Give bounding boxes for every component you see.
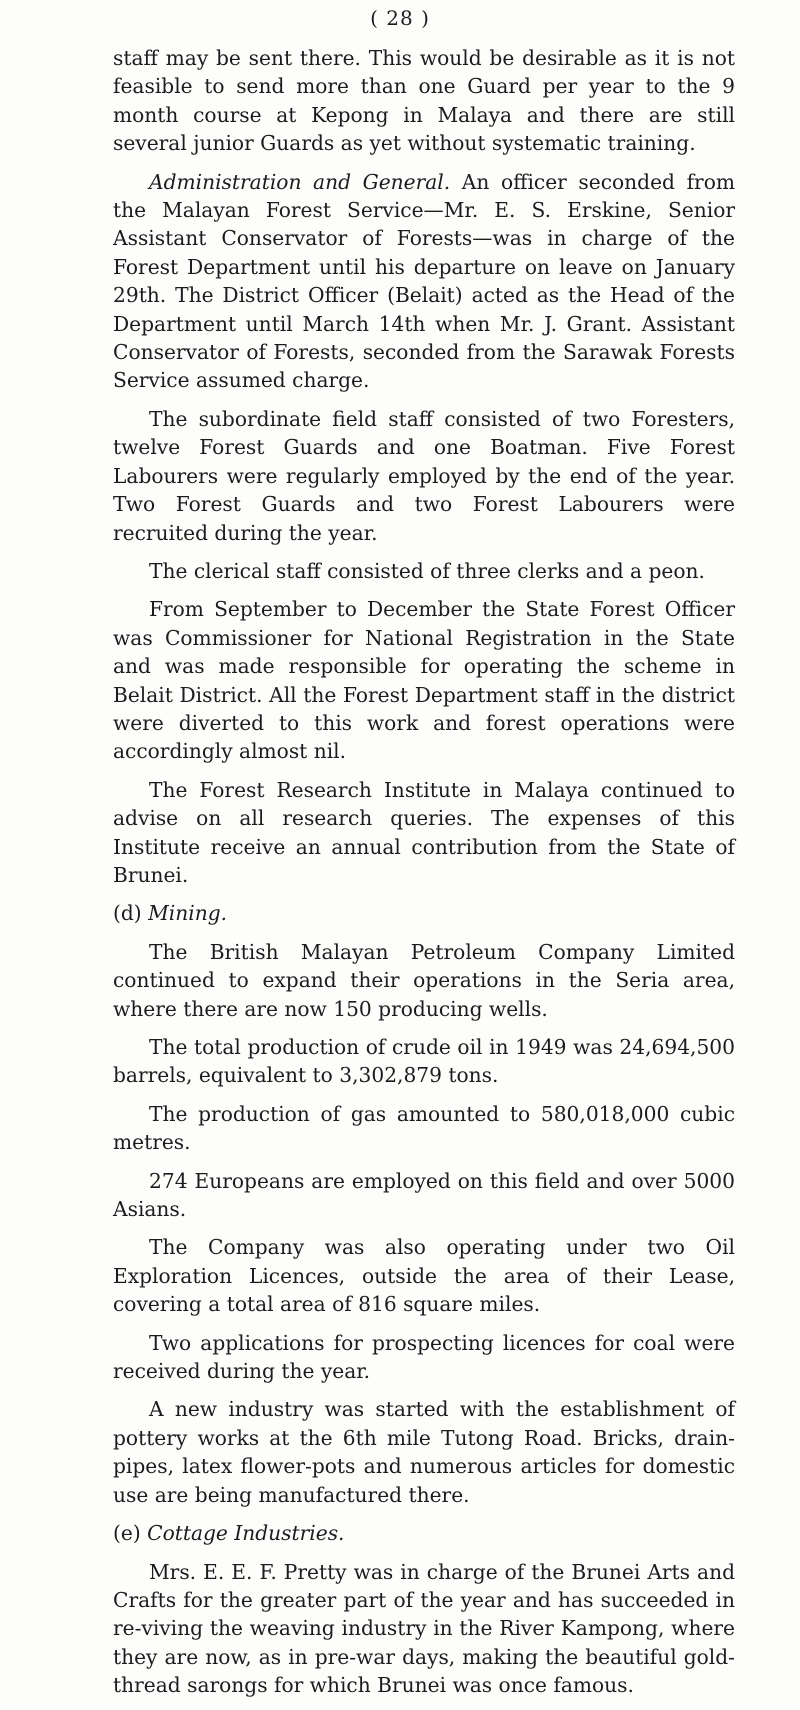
paragraph-administration-text: An officer seconded from the Malayan Forest Service—Mr. E. S. Erskine, Senior Assistant Conservator of Forests—was in charge of the Forest Department until his departure on leave on January 29th. The District Officer (Belait) acted as the Head of the Department until March 14th when Mr. J. Grant. Assistant Conservator of Forests, seconded from the Sarawak Forests Service assumed charge. [113,169,735,393]
page-number: ( 28 ) [370,6,430,30]
paragraph-crude-oil: The total production of crude oil in 1949 was 24,694,500 barrels, equivalent to 3,302,879 tons. [113,1035,735,1088]
paragraph-employees: 274 Europeans are employed on this field and over 5000 Asians. [113,1168,735,1222]
paragraph-arts-and-crafts: Mrs. E. E. F. Pretty was in charge of the Brunei Arts and Crafts for the greater part of the year and has succeeded in re-viving the weaving industry in the River Kampong, where they are now, as in pre-war days, making the beautiful gold-thread sarongs for which Brunei was once famous. [113,1559,735,1698]
section-heading-mining [113,899,735,927]
paragraph-field-staff: The subordinate field staff consisted of two Foresters, twelve Forest Guards and one Boatman. Five Forest Labourers were regularly employed by the end of the year. Two Forest Guards and two Forest Labourers were recruited during the year. [113,406,735,545]
section-title-mining: Mining. [148,901,228,926]
section-label-mining: (d) [113,901,142,926]
paragraph-clerical-staff: The clerical staff consisted of three clerks and a peon. [149,558,705,583]
paragraph-pottery: A new industry was started with the establishment of pottery works at the 6th mile Tutong Road. Bricks, drain-pipes, latex flower-pots and numerous articles for domestic use are being manufactured there. [113,1397,735,1507]
paragraph-exploration-licences: The Company was also operating under two Oil Exploration Licences, outside the area of their Lease, covering a total area of 816 square miles. [113,1235,735,1317]
paragraph-national-registration: From September to December the State Forest Officer was Commissioner for National Registration in the State and was made responsible for operating the scheme in Belait District. All the Forest Department staff in the district were diverted to this work and forest operations were accordingly almost nil. [113,597,735,764]
paragraph-petroleum-company: The British Malayan Petroleum Company Limited continued to expand their operations in the Seria area, where there are now 150 producing wells. [113,939,735,1021]
section-label-cottage-industries: (e) [113,1521,141,1546]
paragraph-coal-licences: Two applications for prospecting licences for coal were received during the year. [113,1330,735,1384]
section-heading-cottage-industries [113,1519,735,1547]
paragraph-gas-production: The production of gas amounted to 580,018,000 cubic metres. [113,1101,735,1155]
section-title-cottage-industries: Cottage Industries. [147,1521,345,1546]
section-heading-administration: Administration and General. [149,169,451,194]
body-text [113,44,735,1710]
paragraph-continuation: staff may be sent there. This would be desirable as it is not feasible to send more than one Guard per year to the 9 month course at Kepong in Malaya and there are still several junior Guards as yet without systematic training. [113,46,735,156]
paragraph-research-institute: The Forest Research Institute in Malaya continued to advise on all research queries. The expenses of this Institute receive an annual contribution from the State of Brunei. [113,777,735,887]
paragraph-administration [113,168,735,395]
